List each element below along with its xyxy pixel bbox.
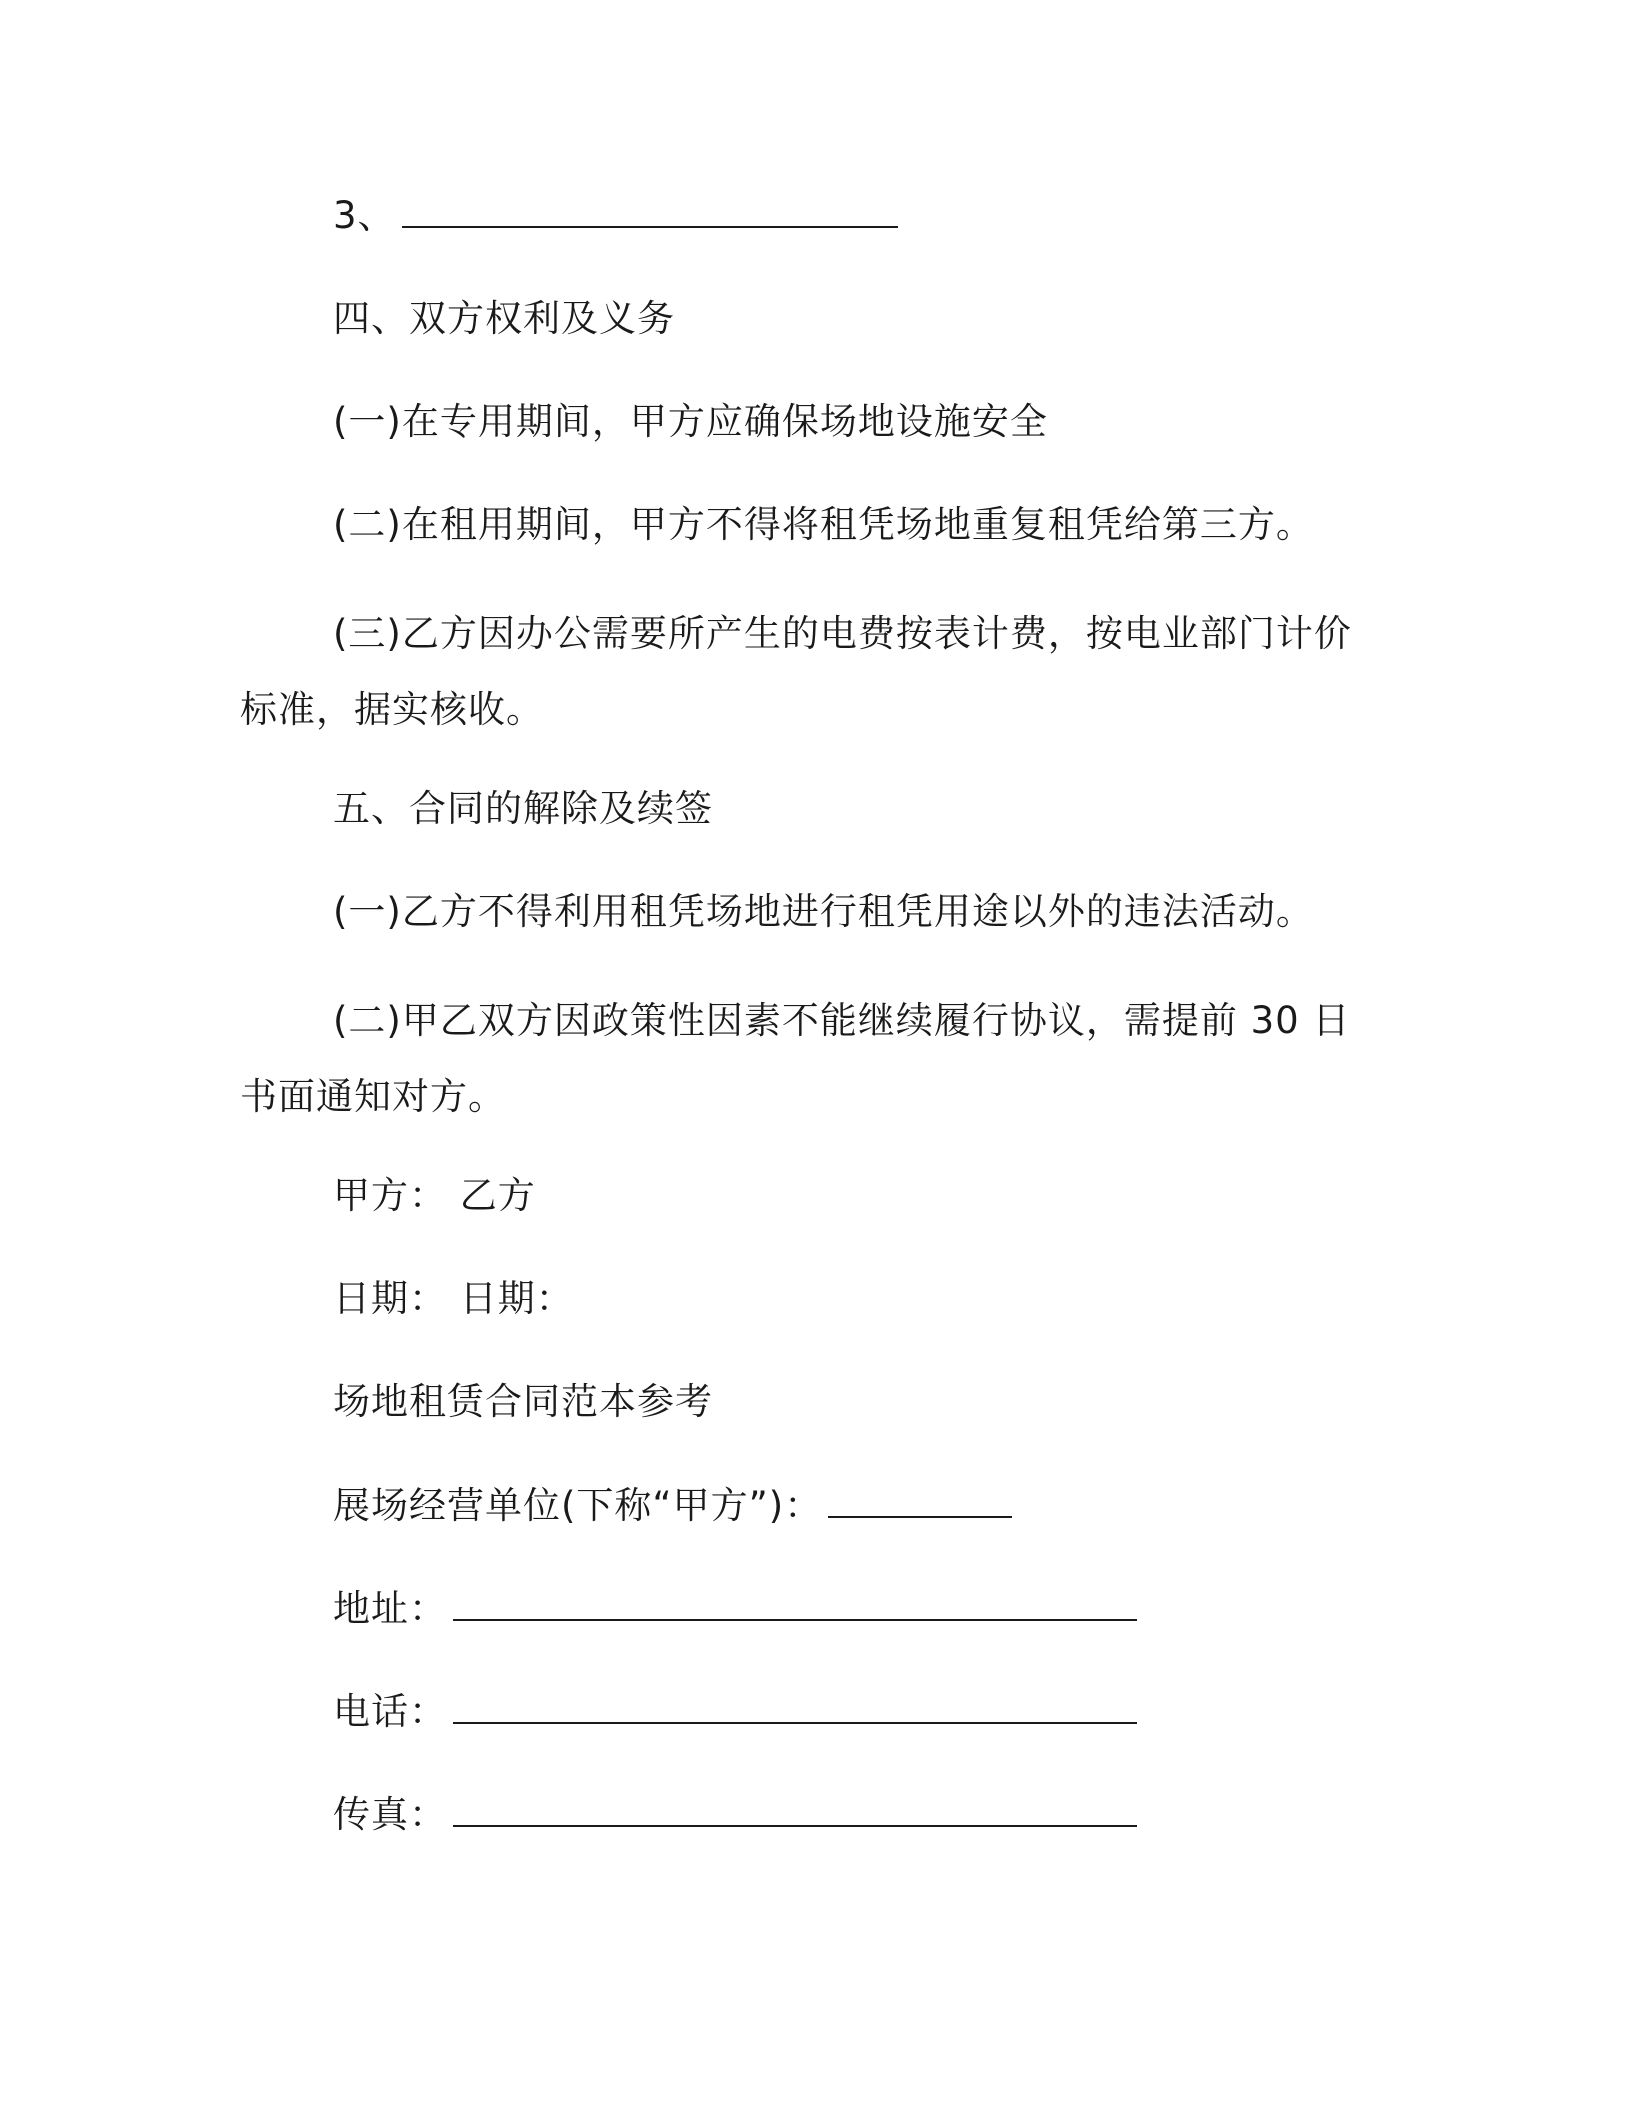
section-5-title: 五、合同的解除及续签: [333, 787, 713, 830]
operator-label: 展场经营单位(下称“甲方”)：: [333, 1484, 823, 1527]
phone-blank: [453, 1692, 1137, 1724]
fax-line: [333, 1793, 1137, 1837]
parties-line: 甲方： 乙方: [333, 1174, 536, 1217]
dates-line: 日期： 日期：: [333, 1277, 574, 1320]
phone-label: 电话：: [333, 1690, 447, 1733]
sample-title: 场地租赁合同范本参考: [333, 1380, 713, 1423]
address-label: 地址：: [333, 1587, 447, 1630]
operator-line: [333, 1484, 1012, 1528]
operator-blank: [828, 1486, 1012, 1518]
item-3-label: 3、: [333, 194, 396, 237]
item-3-line: [333, 194, 898, 238]
section-4-clause-2: (二)在租用期间，甲方不得将租凭场地重复租凭给第三方。: [333, 503, 1314, 546]
section-5-clause-2: (二)甲乙双方因政策性因素不能继续履行协议，需提前 30 日书面通知对方。: [240, 999, 1351, 1118]
section-4-clause-1: (一)在专用期间，甲方应确保场地设施安全: [333, 400, 1048, 443]
fax-blank: [453, 1795, 1137, 1827]
fax-label: 传真：: [333, 1793, 447, 1836]
phone-line: [333, 1690, 1137, 1734]
section-4-title: 四、双方权利及义务: [333, 297, 675, 340]
section-4-clause-3: (三)乙方因办公需要所产生的电费按表计费，按电业部门计价标准，据实核收。: [240, 612, 1352, 731]
address-line: [333, 1587, 1137, 1631]
address-blank: [453, 1589, 1137, 1621]
section-5-clause-1: (一)乙方不得利用租凭场地进行租凭用途以外的违法活动。: [333, 890, 1314, 933]
item-3-blank: [402, 196, 898, 228]
